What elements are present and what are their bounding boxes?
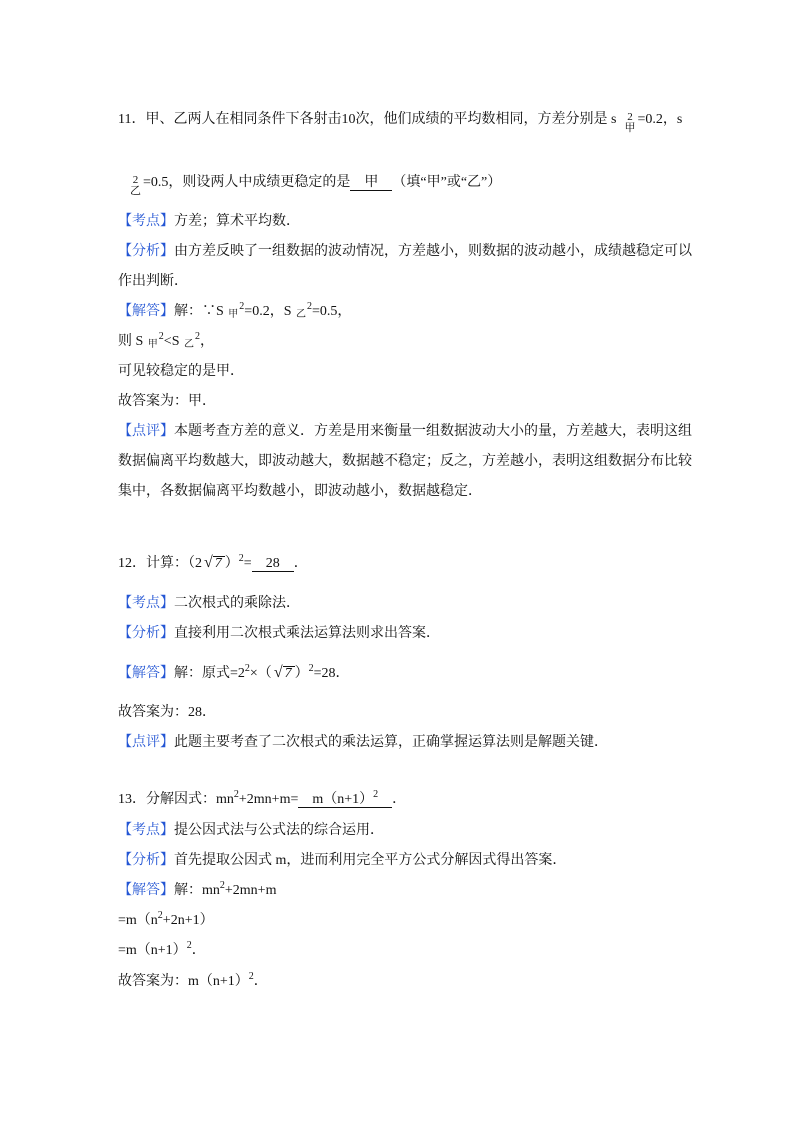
q12-solution-tag: 【解答】 xyxy=(118,666,174,681)
q12-fenxi-text: 直接利用二次根式乘法运算法则求出答案． xyxy=(174,626,440,641)
q13-fenxi-tag: 【分析】 xyxy=(118,853,174,868)
q13-solution-text: =m（n xyxy=(118,913,158,928)
q11-fenxi-line-2 xyxy=(118,272,188,292)
q13-answer-blank xyxy=(298,789,392,808)
q11-variance-yi-superscript: 2 xyxy=(132,174,139,186)
q11-answer-blank: 甲 xyxy=(350,175,392,191)
q12-superscript: 2 xyxy=(238,553,244,564)
q12-superscript: 2 xyxy=(244,663,250,674)
q12-stem-text: 12．计算：（2 xyxy=(118,556,202,571)
q13-solution-text: +2mn+m xyxy=(224,883,277,898)
q11-superscript: 2 xyxy=(239,301,245,312)
q11-stem-line-1 xyxy=(118,110,683,134)
q12-kaodian-line xyxy=(118,594,300,614)
q11-solution-line-2 xyxy=(118,332,214,352)
q11-kaodian-line xyxy=(118,212,300,232)
q11-stem-text: =0.5，则设两人中成绩更稳定的是 xyxy=(143,175,351,190)
q13-fenxi-line xyxy=(118,851,566,871)
q12-dianping-line xyxy=(118,733,608,753)
q11-dianping-text: 本题考查方差的意义．方差是用来衡量一组数据波动大小的量，方差越大，表明这组 xyxy=(174,424,692,439)
q11-superscript: 2 xyxy=(158,331,164,342)
q11-dianping-text: 数据偏离平均数越大，即波动越大，数据越不稳定；反之，方差越小，表明这组数据分布比较 xyxy=(118,454,692,469)
q11-subscript-jia: 甲 xyxy=(147,339,158,350)
q11-kaodian-text: 方差；算术平均数． xyxy=(174,214,300,229)
q13-stem-text: +2mn+m= xyxy=(238,792,299,807)
q13-solution-line-4 xyxy=(118,972,268,992)
q13-solution-tag: 【解答】 xyxy=(118,883,174,898)
q11-solution-text: 可见较稳定的是甲． xyxy=(118,364,244,379)
q13-kaodian-tag: 【考点】 xyxy=(118,823,174,838)
q13-solution-line-3 xyxy=(118,941,206,961)
q12-fenxi-line xyxy=(118,624,440,644)
q12-stem-line xyxy=(118,553,308,573)
q11-solution-text: <S xyxy=(163,334,183,349)
q11-dianping-text: 集中，各数据偏离平均数越小，即波动越小，数据越稳定． xyxy=(118,484,482,499)
q11-solution-text: 解：∵S xyxy=(174,304,228,319)
q11-stem-line-2 xyxy=(128,173,502,197)
square-root-icon: √ xyxy=(273,664,283,681)
q12-dianping-tag: 【点评】 xyxy=(118,735,174,750)
q12-final-answer: 故答案为：28． xyxy=(118,705,216,720)
q11-fenxi-tag: 【分析】 xyxy=(118,244,174,259)
q13-superscript: 2 xyxy=(233,789,239,800)
q12-kaodian-tag: 【考点】 xyxy=(118,596,174,611)
q11-stem-text: （填“甲”或“乙”） xyxy=(392,175,502,190)
q11-stem-text: =0.2，s xyxy=(637,112,683,127)
q11-dianping-line-3 xyxy=(118,482,482,502)
q13-solution-text: =m（n+1） xyxy=(118,943,187,958)
q11-solution-line-4 xyxy=(118,392,216,412)
q13-stem-text: ． xyxy=(392,792,407,807)
q11-dianping-line-2 xyxy=(118,452,692,472)
q13-superscript: 2 xyxy=(157,910,163,921)
q12-kaodian-text: 二次根式的乘除法． xyxy=(174,596,300,611)
q11-fenxi-text: 由方差反映了一组数据的波动情况，方差越小，则数据的波动越小，成绩越稳定可以 xyxy=(174,244,692,259)
q11-variance-jia-superscript: 2 xyxy=(627,111,633,123)
q11-variance-yi-subscript: 乙 xyxy=(130,185,141,197)
q13-final-answer: 故答案为：m（n+1） xyxy=(118,974,249,989)
q13-stem-text: 13．分解因式：mn xyxy=(118,792,234,807)
q11-subscript-yi: 乙 xyxy=(183,339,194,350)
q13-solution-line-1 xyxy=(118,881,276,901)
q12-answer-blank: 28 xyxy=(252,556,294,572)
q12-stem-text: ． xyxy=(293,556,308,571)
q13-answer-superscript: 2 xyxy=(373,789,379,800)
q13-solution-text: 解：mn xyxy=(174,883,220,898)
q13-fenxi-text: 首先提取公因式 m，进而利用完全平方公式分解因式得出答案． xyxy=(174,853,567,868)
q13-solution-text: +2n+1） xyxy=(162,913,214,928)
q12-solution-text: =28． xyxy=(313,666,350,681)
q11-fenxi-text: 作出判断． xyxy=(118,274,188,289)
q11-final-answer: 故答案为：甲． xyxy=(118,394,216,409)
q11-fenxi-line-1 xyxy=(118,242,692,262)
q11-subscript-jia: 甲 xyxy=(228,309,239,320)
q12-superscript: 2 xyxy=(308,663,314,674)
q11-superscript: 2 xyxy=(306,301,312,312)
q11-solution-text: =0.5， xyxy=(311,304,352,319)
q13-stem-line xyxy=(118,790,406,810)
q13-superscript: 2 xyxy=(248,971,254,982)
q13-final-answer: ． xyxy=(253,974,268,989)
square-root-icon: √ xyxy=(204,554,213,571)
q11-solution-line-1 xyxy=(118,302,351,322)
q11-dianping-tag: 【点评】 xyxy=(118,424,174,439)
q12-solution-text: ×（ xyxy=(249,666,272,681)
q13-kaodian-line xyxy=(118,821,384,841)
q12-solution-text: 解：原式=2 xyxy=(174,666,245,681)
q11-solution-text: 则 S xyxy=(118,334,147,349)
q12-solution-line-1 xyxy=(118,663,350,683)
q11-variance-yi-notation xyxy=(130,175,141,197)
q11-solution-text: ， xyxy=(199,334,214,349)
q11-solution-text: =0.2，S xyxy=(244,304,295,319)
q11-subscript-yi: 乙 xyxy=(295,309,306,320)
q11-solution-tag: 【解答】 xyxy=(118,304,174,319)
q12-solution-text: ） xyxy=(294,666,309,681)
q12-radicand: 7 xyxy=(213,556,225,571)
q12-dianping-text: 此题主要考查了二次根式的乘法运算，正确掌握运算法则是解题关键． xyxy=(174,735,608,750)
q12-stem-text: = xyxy=(243,556,252,571)
q13-superscript: 2 xyxy=(186,940,192,951)
q12-radicand: 7 xyxy=(283,666,295,681)
q11-stem-text: 11．甲、乙两人在相同条件下各射击10次，他们成绩的平均数相同，方差分别是 s xyxy=(118,112,617,127)
q13-answer-text: m（n+1） xyxy=(312,792,374,807)
q11-kaodian-tag: 【考点】 xyxy=(118,214,174,229)
q11-variance-jia-notation xyxy=(624,112,635,134)
q11-superscript: 2 xyxy=(194,331,200,342)
q12-fenxi-tag: 【分析】 xyxy=(118,626,174,641)
q11-dianping-line-1 xyxy=(118,422,692,442)
q13-solution-line-2 xyxy=(118,911,214,931)
q13-solution-text: ． xyxy=(191,943,206,958)
q11-variance-jia-subscript: 甲 xyxy=(624,122,636,134)
q12-solution-line-2 xyxy=(118,703,216,723)
q13-kaodian-text: 提公因式法与公式法的综合运用． xyxy=(174,823,384,838)
q12-stem-text: ） xyxy=(224,556,239,571)
q13-superscript: 2 xyxy=(219,880,225,891)
q11-solution-line-3 xyxy=(118,362,244,382)
